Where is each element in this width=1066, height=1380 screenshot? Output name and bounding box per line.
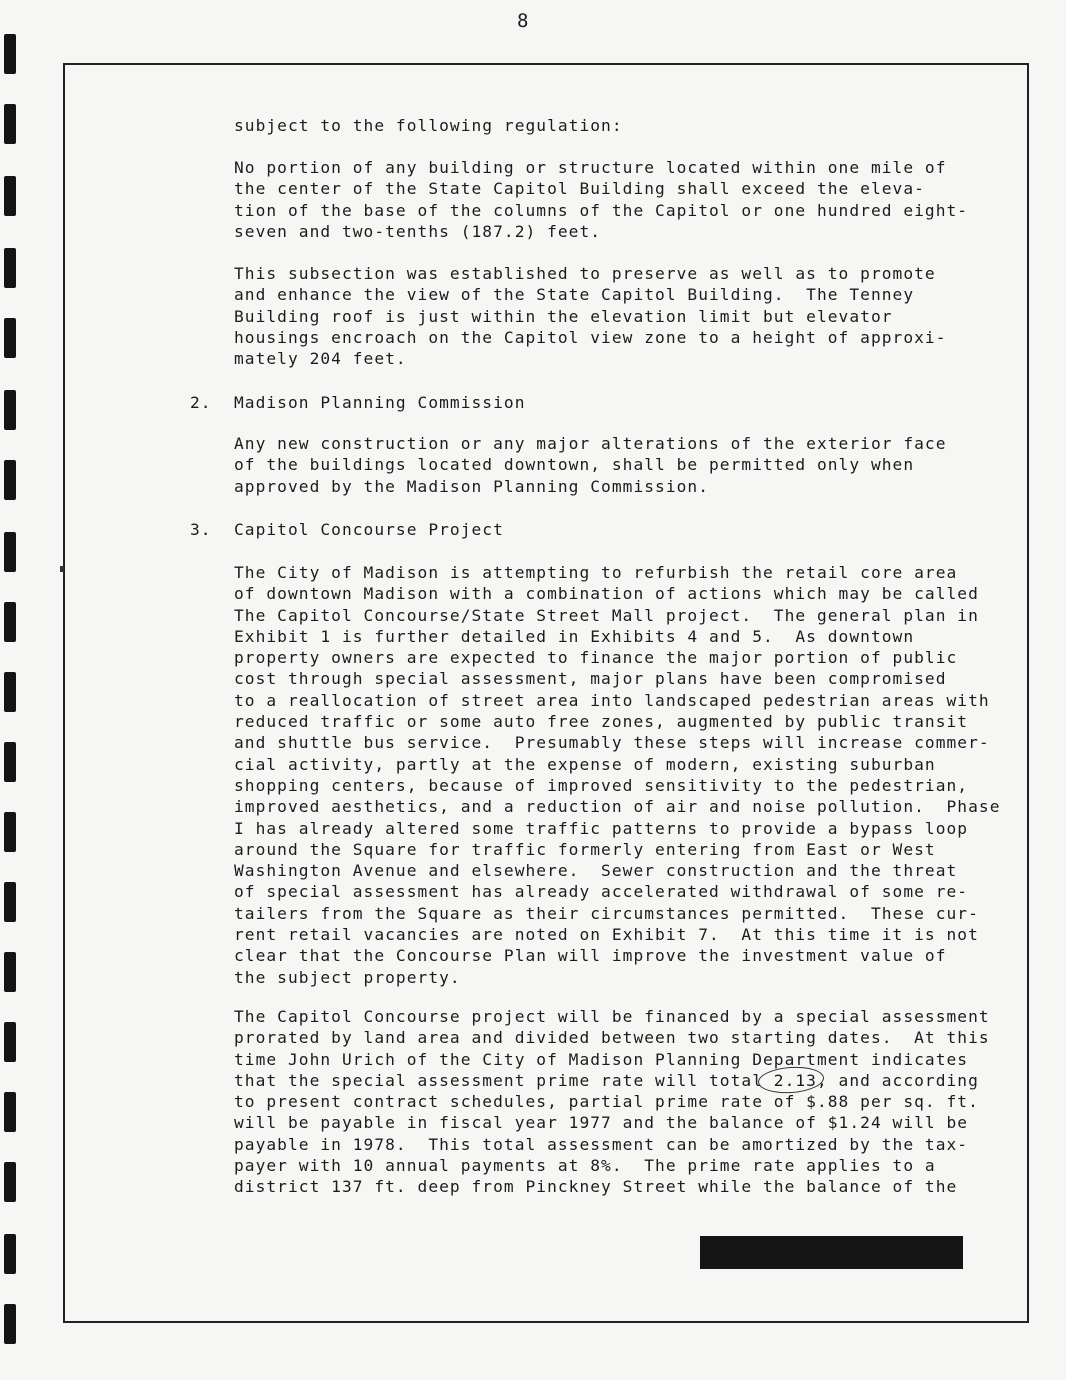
binding-hole	[4, 176, 16, 216]
margin-mark	[60, 566, 64, 572]
binding-hole	[4, 882, 16, 922]
section-number: 3.	[190, 520, 212, 539]
binding-hole	[4, 812, 16, 852]
binding-hole	[4, 1234, 16, 1274]
binding-hole	[4, 318, 16, 358]
binding-hole	[4, 34, 16, 74]
binding-hole	[4, 602, 16, 642]
binding-hole	[4, 952, 16, 992]
binding-hole	[4, 1162, 16, 1202]
binding-hole	[4, 532, 16, 572]
binding-hole	[4, 390, 16, 430]
subsection-paragraph: This subsection was established to preserve as well as to promote and enhance the view of the State Capitol Building. The Tenney Building roof is just within the elevation limit but elevator housings encroach on the Capitol view zone to a height of approxi- mately 204 feet.	[234, 264, 947, 369]
intro-line: subject to the following regulation:	[234, 116, 623, 135]
binding-hole	[4, 1022, 16, 1062]
binding-hole	[4, 460, 16, 500]
redaction-bar	[700, 1236, 963, 1269]
binding-hole	[4, 1092, 16, 1132]
section-heading: Capitol Concourse Project	[234, 520, 504, 539]
binding-hole	[4, 248, 16, 288]
section-heading: Madison Planning Commission	[234, 393, 526, 412]
regulation-paragraph: No portion of any building or structure located within one mile of the center of the State Capitol Building shall exceed the eleva- tion of the base of the columns of the Capitol or one hundred eight- seven and two-tenths (187.2) feet.	[234, 158, 969, 241]
page-number: 8	[517, 10, 530, 32]
binding-hole	[4, 104, 16, 144]
section-body-continued: The Capitol Concourse project will be financed by a special assessment prorated by land area and divided between two starting dates. At this time John Urich of the City of Madison Planning Department indicates that the special assessment prime rate will total 2.13, and according to present contract schedules, partial prime rate of $.88 per sq. ft. will be payable in fiscal year 1977 and the balance of $1.24 will be payable in 1978. This total assessment can be amortized by the tax- payer with 10 annual payments at 8%. The prime rate applies to a district 137 ft. deep from Pinckney Street while the balance of the	[234, 1007, 990, 1197]
section-body: The City of Madison is attempting to refurbish the retail core area of downtown Madison with a combination of actions which may be called The Capitol Concourse/State Street Mall project. The general plan in Exhibit 1 is further detailed in Exhibits 4 and 5. As downtown property owners are expected to finance the major portion of public cost through special assessment, major plans have been compromised to a reallocation of street area into landscaped pedestrian areas with reduced traffic or some auto free zones, augmented by public transit and shuttle bus service. Presumably these steps will increase commer- cial activity, partly at the expense of modern, existing suburban shopping centers, because of improved sensitivity to the pedestrian, improved aesthetics, and a reduction of air and noise pollution. Phase I has already altered some traffic patterns to provide a bypass loop around the Square for traffic formerly entering from East or West Washington Avenue and elsewhere. Sewer construction and the threat of special assessment has already accelerated withdrawal of some re- tailers from the Square as their circumstances permitted. These cur- rent retail vacancies are noted on Exhibit 7. At this time it is not clear that the Concourse Plan will improve the investment value of the subject property.	[234, 563, 1001, 987]
binding-hole	[4, 672, 16, 712]
binding-hole	[4, 1304, 16, 1344]
section-body: Any new construction or any major alterations of the exterior face of the buildings located downtown, shall be permitted only when approved by the Madison Planning Commission.	[234, 434, 947, 496]
binding-holes	[0, 0, 40, 1380]
binding-hole	[4, 742, 16, 782]
section-number: 2.	[190, 393, 212, 412]
